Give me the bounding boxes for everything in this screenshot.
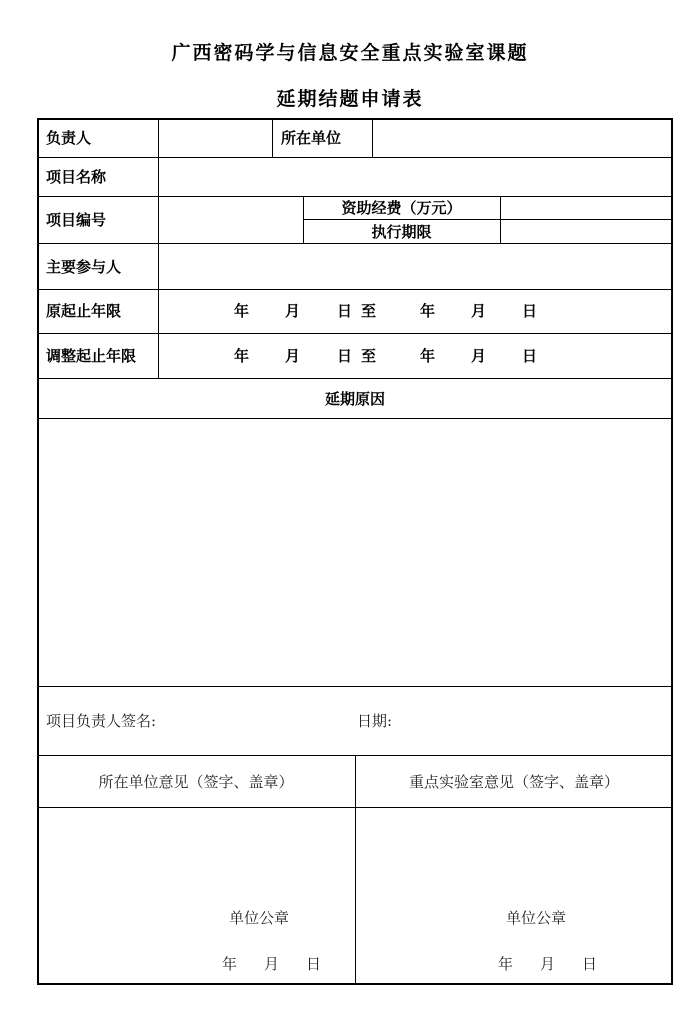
project-name-field[interactable] xyxy=(160,159,671,195)
project-number-label: 项目编号 xyxy=(46,211,107,229)
date-year: 年 xyxy=(234,302,250,320)
date-to: 至 xyxy=(361,347,377,365)
row-divider xyxy=(37,378,673,379)
row-divider xyxy=(303,219,673,220)
leader-field[interactable] xyxy=(160,120,271,156)
date-year: 年 xyxy=(420,347,436,365)
date-year: 年 xyxy=(234,347,250,365)
unit-field[interactable] xyxy=(374,120,671,156)
project-name-label: 项目名称 xyxy=(46,168,107,186)
leader-signature-label: 项目负责人签名: xyxy=(46,712,157,730)
column-divider xyxy=(272,118,273,157)
lab-seal-label: 单位公章 xyxy=(506,909,567,927)
reason-header: 延期原因 xyxy=(324,390,385,408)
date-day: 日 xyxy=(337,347,353,365)
date-month: 月 xyxy=(471,302,487,320)
participants-field[interactable] xyxy=(160,245,671,288)
participants-label: 主要参与人 xyxy=(46,258,122,276)
form-title: 广西密码学与信息安全重点实验室课题 xyxy=(171,42,529,64)
lab-opinion-label: 重点实验室意见（签字、盖章） xyxy=(408,773,619,791)
column-divider xyxy=(158,118,159,378)
row-divider xyxy=(37,196,673,197)
date-day: 日 xyxy=(522,347,538,365)
lab-opinion-area[interactable] xyxy=(357,809,671,983)
signature-date-label: 日期: xyxy=(357,712,393,730)
period-label: 执行期限 xyxy=(371,223,432,241)
unit-seal-label: 单位公章 xyxy=(229,909,290,927)
date-day: 日 xyxy=(522,302,538,320)
period-field[interactable] xyxy=(502,221,671,242)
project-number-field[interactable] xyxy=(160,198,302,242)
date-year: 年 xyxy=(420,302,436,320)
date-day: 日 xyxy=(306,955,322,973)
date-to: 至 xyxy=(361,302,377,320)
row-divider xyxy=(37,157,673,158)
row-divider xyxy=(37,333,673,334)
date-day: 日 xyxy=(582,955,598,973)
row-divider xyxy=(37,418,673,419)
form-subtitle: 延期结题申请表 xyxy=(276,88,424,110)
leader-label: 负责人 xyxy=(46,129,92,147)
funding-label: 资助经费（万元） xyxy=(341,199,462,217)
unit-opinion-label: 所在单位意见（签字、盖章） xyxy=(98,773,294,791)
date-month: 月 xyxy=(471,347,487,365)
date-month: 月 xyxy=(540,955,556,973)
row-divider xyxy=(37,243,673,244)
reason-text-area[interactable] xyxy=(39,420,671,685)
column-divider xyxy=(500,196,501,243)
date-month: 月 xyxy=(285,302,301,320)
date-year: 年 xyxy=(222,955,238,973)
unit-label: 所在单位 xyxy=(281,129,342,147)
date-day: 日 xyxy=(337,302,353,320)
adjusted-period-label: 调整起止年限 xyxy=(46,347,137,365)
row-divider xyxy=(37,289,673,290)
date-month: 月 xyxy=(264,955,280,973)
row-divider xyxy=(37,686,673,687)
original-period-label: 原起止年限 xyxy=(46,302,122,320)
funding-field[interactable] xyxy=(502,198,671,218)
date-year: 年 xyxy=(498,955,514,973)
date-month: 月 xyxy=(285,347,301,365)
column-divider xyxy=(372,118,373,157)
